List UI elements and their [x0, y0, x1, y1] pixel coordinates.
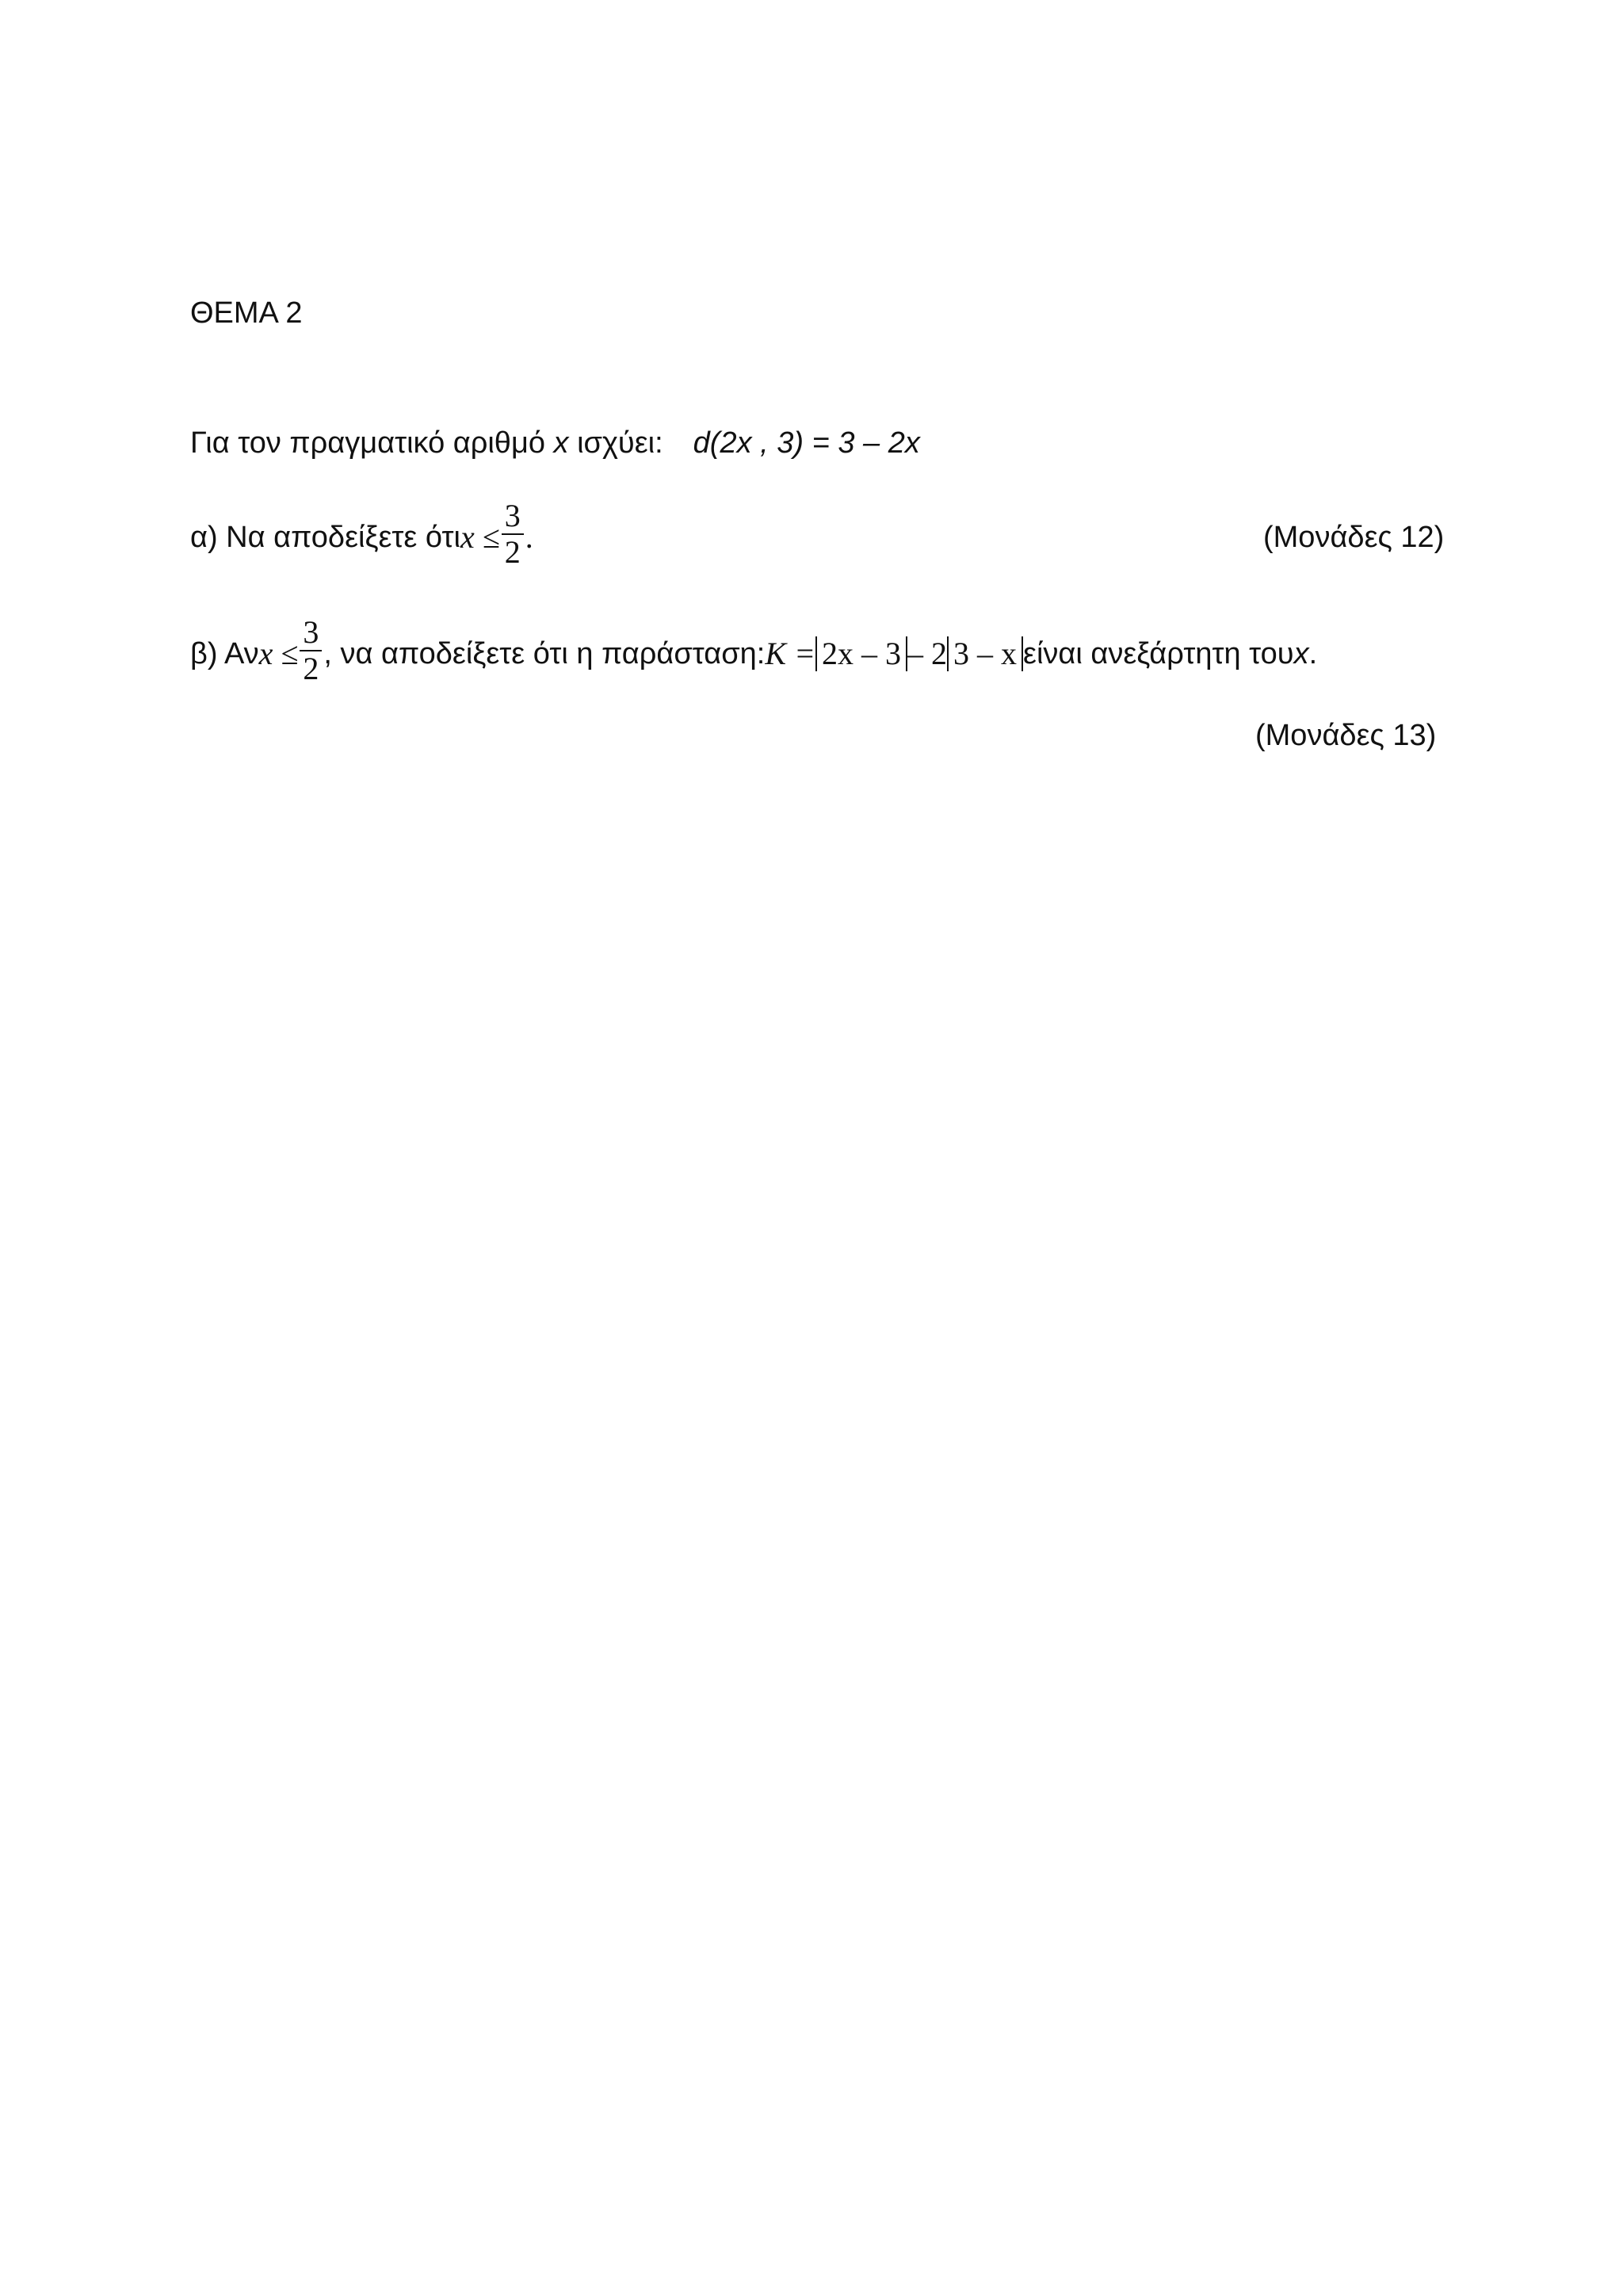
part-b-mid: , να αποδείξετε ότι η παράσταση: [323, 637, 766, 670]
part-b-marks: (Μονάδες 13) [1255, 719, 1437, 752]
part-b-tail-var: x [1293, 637, 1309, 670]
heading-text: ΘΕΜΑ 2 [190, 296, 303, 330]
part-b-numerator: 3 [300, 615, 322, 651]
part-a-fraction [502, 499, 524, 570]
part-a-marks: (Μονάδες 12) [1263, 521, 1445, 554]
part-b-abs-1: 2x – 3 [815, 636, 907, 671]
part-a-end: . [525, 519, 533, 555]
part-b-minus-two: – 2 [907, 636, 948, 671]
intro-line [190, 425, 920, 461]
intro-equation: d(2x , 3) = 3 – 2x [693, 426, 920, 460]
part-a-label: α) Να αποδείξετε ότι [190, 521, 460, 554]
part-a-lhs: x ≤ [460, 519, 500, 555]
heading [190, 295, 303, 331]
part-a-line [190, 498, 533, 577]
part-b-lhs: x ≤ [258, 636, 299, 671]
part-b-k-lhs: K = [765, 636, 816, 671]
intro-text: Για τον πραγματικό αριθμό [190, 426, 554, 460]
intro-var: x [553, 426, 569, 460]
part-b-line [190, 614, 1317, 693]
part-b-label: β) Αν [190, 637, 259, 670]
part-b-abs-2: 3 – x [947, 636, 1023, 671]
part-a-denominator: 2 [504, 534, 521, 570]
part-b-denominator: 2 [303, 651, 319, 686]
part-a-numerator: 3 [502, 499, 524, 535]
part-b-fraction [300, 615, 322, 686]
part-b-tail: είναι ανεξάρτητη του [1023, 637, 1294, 670]
part-b-tail-end: . [1308, 637, 1318, 670]
intro-text-after: ισχύει: [568, 426, 663, 460]
